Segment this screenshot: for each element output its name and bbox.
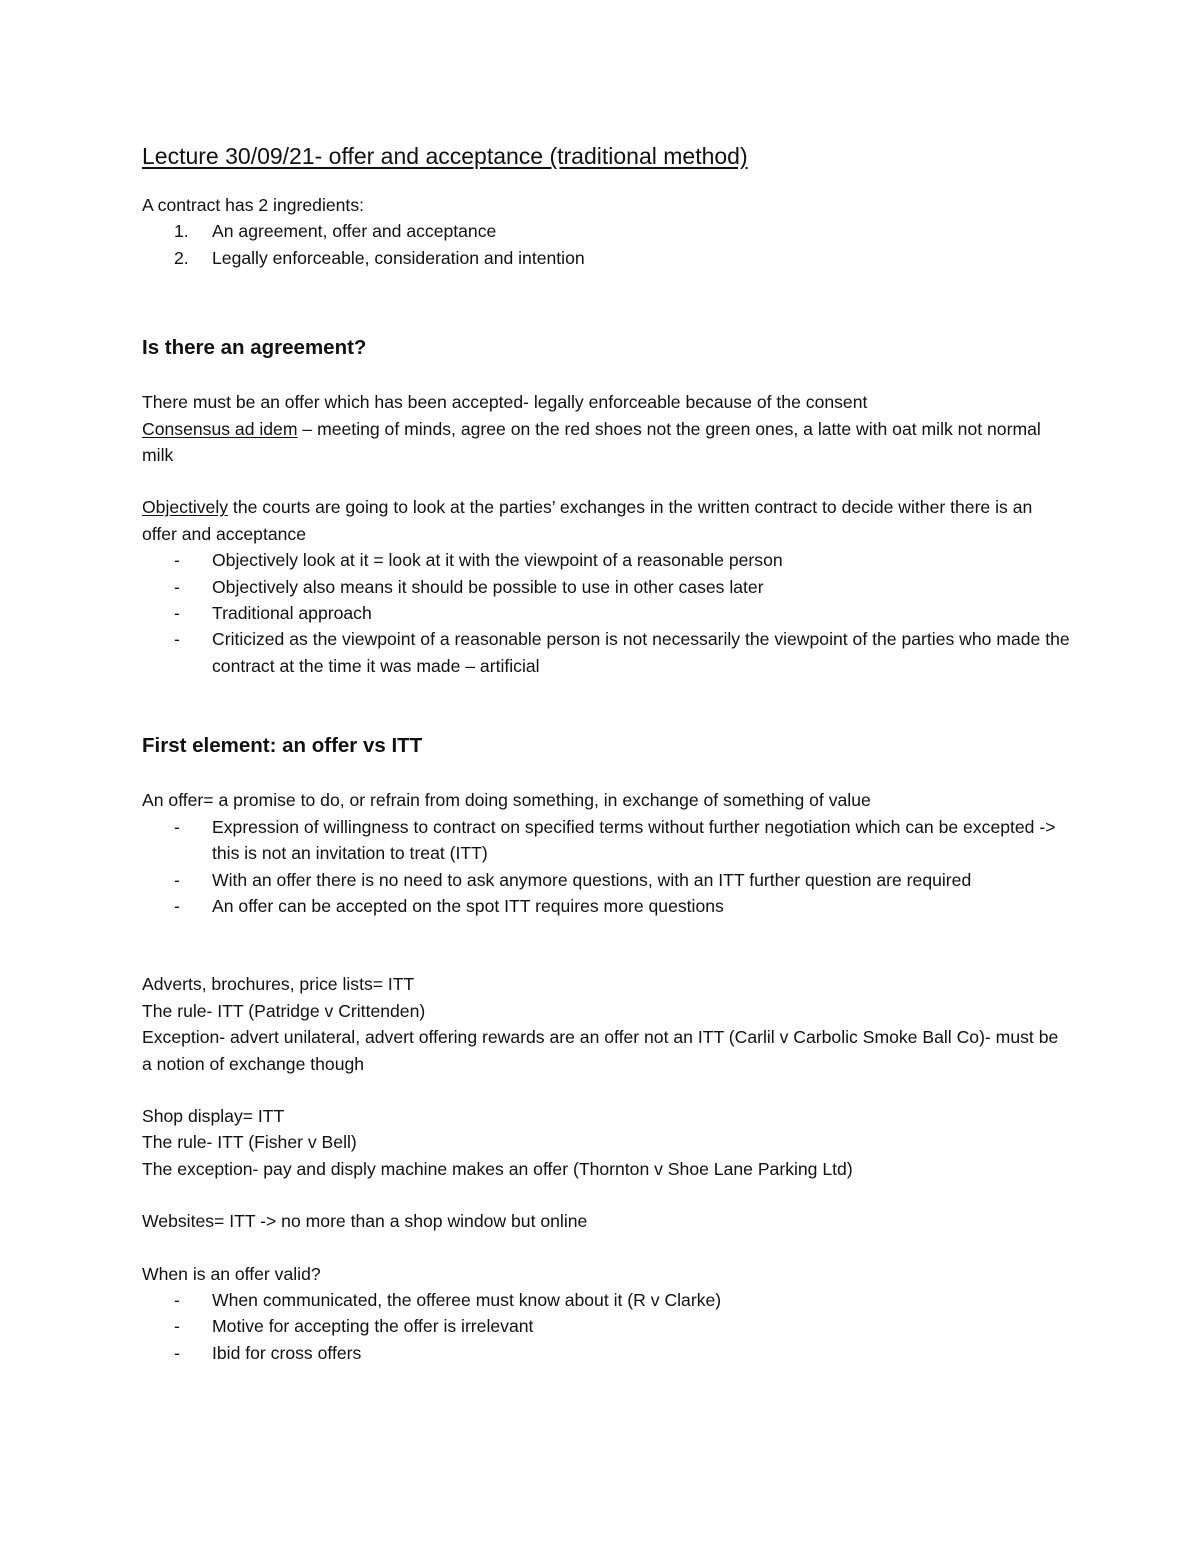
list-item <box>142 814 1072 867</box>
dash-marker: - <box>174 576 180 597</box>
list-item <box>142 547 1072 573</box>
objectively-paragraph <box>142 494 1072 547</box>
section-heading-agreement: Is there an agreement? <box>142 336 367 360</box>
list-item <box>142 600 1072 626</box>
dash-marker: - <box>174 869 180 890</box>
dash-marker: - <box>174 1316 180 1337</box>
section-heading-first-element: First element: an offer vs ITT <box>142 734 423 758</box>
consensus-text: – meeting of minds, agree on the red shoes not the green ones, a latte with oat milk not normal milk <box>142 418 1041 466</box>
consensus-paragraph <box>142 416 1072 469</box>
list-item <box>142 245 1072 271</box>
list-item <box>142 574 1072 600</box>
adverts-exception: Exception- advert unilateral, advert offering rewards are an offer not an ITT (Carlil v Carbolic Smoke Ball Co)- must be a notion of exchange though <box>142 1027 1059 1074</box>
list-item-text: Ibid for cross offers <box>212 1342 362 1363</box>
list-item-text: Motive for accepting the offer is irrelevant <box>212 1316 534 1337</box>
adverts-line: Adverts, brochures, price lists= ITT <box>142 974 415 995</box>
validity-question: When is an offer valid? <box>142 1263 321 1284</box>
shop-rule: The rule- ITT (Fisher v Bell) <box>142 1132 357 1153</box>
consensus-term: Consensus ad idem <box>142 418 298 439</box>
offer-definition: An offer= a promise to do, or refrain from doing something, in exchange of something of value <box>142 790 871 811</box>
dash-marker: - <box>174 816 180 837</box>
list-item-text: Traditional approach <box>212 603 372 624</box>
list-item <box>142 626 1072 679</box>
list-number: 2. <box>174 247 189 268</box>
intro-lead: A contract has 2 ingredients: <box>142 195 365 215</box>
dash-marker: - <box>174 1289 180 1310</box>
list-item <box>142 1340 1072 1366</box>
objectively-term: Objectively <box>142 497 229 518</box>
list-item <box>142 218 1072 244</box>
list-item-text: Expression of willingness to contract on specified terms without further negotiation which can be excepted -> this is not an invitation to treat (ITT) <box>212 816 1056 864</box>
ingredients-list <box>142 218 1072 271</box>
document-page <box>142 140 1072 1366</box>
list-item-text: Objectively also means it should be possible to use in other cases later <box>212 576 764 597</box>
websites-line: Websites= ITT -> no more than a shop window but online <box>142 1211 588 1232</box>
list-item <box>142 1313 1072 1339</box>
list-item <box>142 893 1072 919</box>
objectively-text: the courts are going to look at the parties’ exchanges in the written contract to decide wither there is an offer and acceptance <box>142 497 1033 544</box>
list-item-text: Legally enforceable, consideration and intention <box>212 247 585 268</box>
dash-marker: - <box>174 629 180 650</box>
dash-marker: - <box>174 1342 180 1363</box>
agreement-paragraph: There must be an offer which has been accepted- legally enforceable because of the consent <box>142 392 868 413</box>
list-item-text: Objectively look at it = look at it with the viewpoint of a reasonable person <box>212 550 783 571</box>
dash-marker: - <box>174 550 180 571</box>
list-item-text: When communicated, the offeree must know about it (R v Clarke) <box>212 1289 722 1310</box>
shop-line: Shop display= ITT <box>142 1105 285 1126</box>
dash-marker: - <box>174 895 180 916</box>
objectively-bullets <box>142 547 1072 679</box>
offer-bullets <box>142 814 1072 920</box>
adverts-rule: The rule- ITT (Patridge v Crittenden) <box>142 1000 426 1021</box>
list-item-text: Criticized as the viewpoint of a reasonable person is not necessarily the viewpoint of the parties who made the contract at the time it was made – artificial <box>212 629 1070 676</box>
list-item-text: With an offer there is no need to ask anymore questions, with an ITT further question are required <box>212 869 972 890</box>
list-item-text: An agreement, offer and acceptance <box>212 221 497 242</box>
list-item <box>142 1287 1072 1313</box>
list-item <box>142 867 1072 893</box>
list-number: 1. <box>174 221 189 242</box>
validity-bullets <box>142 1287 1072 1366</box>
shop-exception: The exception- pay and disply machine makes an offer (Thornton v Shoe Lane Parking Ltd) <box>142 1158 853 1179</box>
page-title: Lecture 30/09/21- offer and acceptance (traditional method) <box>142 143 748 169</box>
dash-marker: - <box>174 603 180 624</box>
list-item-text: An offer can be accepted on the spot ITT requires more questions <box>212 895 724 916</box>
